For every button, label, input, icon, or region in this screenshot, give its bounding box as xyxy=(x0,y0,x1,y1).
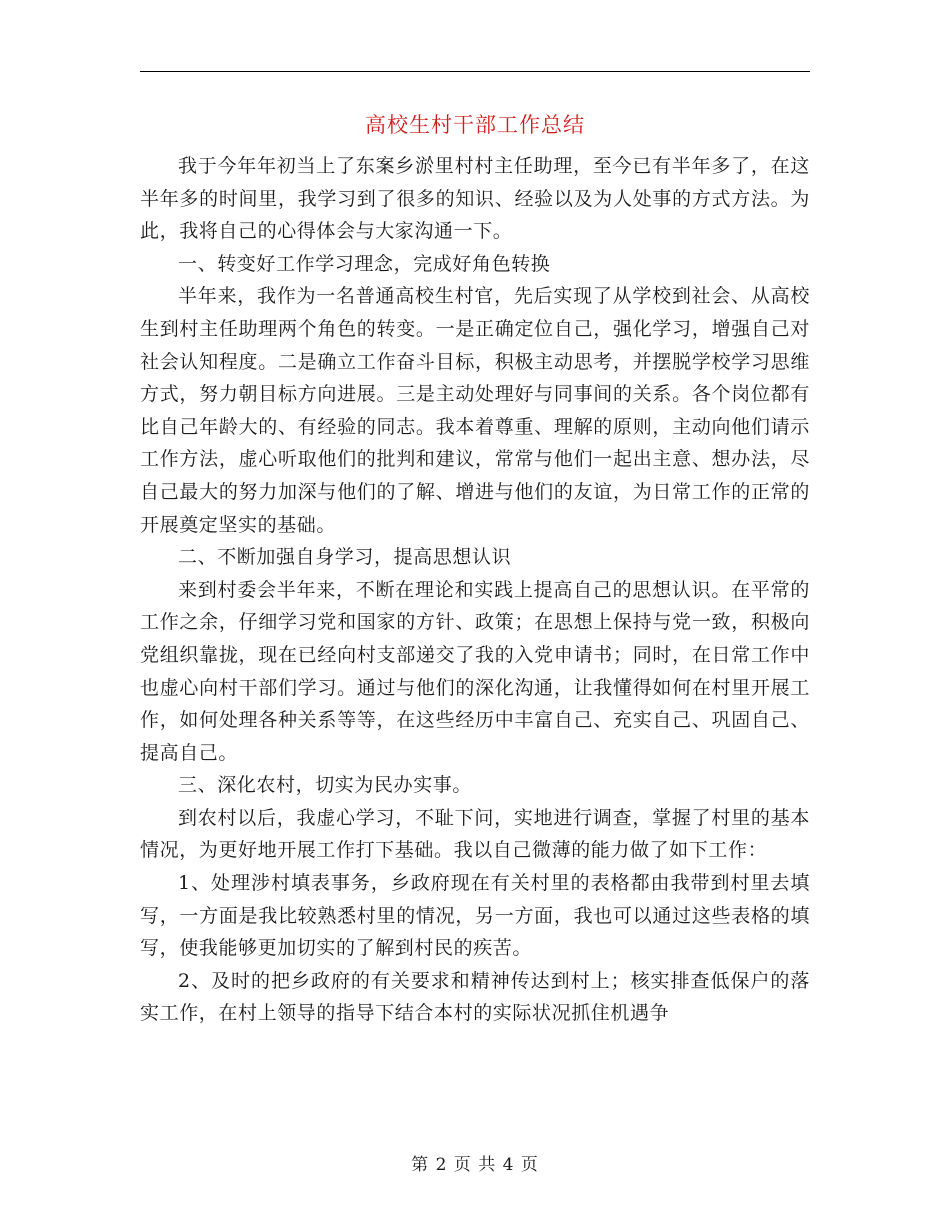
section-3-paragraph: 到农村以后，我虚心学习，不耻下问，实地进行调查，掌握了村里的基本情况，为更好地开展工作打下基础。我以自己微薄的能力做了如下工作： xyxy=(140,806,810,862)
intro-paragraph: 我于今年年初当上了东案乡淤里村村主任助理，至今已有半年多了，在这半年多的时间里，我学习到了很多的知识、经验以及为人处事的方式方法。为此，我将自己的心得体会与大家沟通一下。 xyxy=(140,155,810,243)
section-heading-3: 三、深化农村，切实为民办实事。 xyxy=(178,774,473,797)
document-title: 高校生村干部工作总结 xyxy=(365,113,585,137)
list-item-1: 1、处理涉村填表事务，乡政府现在有关村里的表格都由我带到村里去填写，一方面是我比较熟悉村里的情况，另一方面，我也可以通过这些表格的填写，使我能够更加切实的了解到村民的疾苦。 xyxy=(140,872,810,960)
page-footer: 第 2 页 共 4 页 xyxy=(411,1155,539,1175)
section-heading-1: 一、转变好工作学习理念，完成好角色转换 xyxy=(178,252,551,275)
document-body xyxy=(140,150,810,1030)
section-1-paragraph: 半年来，我作为一名普通高校生村官，先后实现了从学校到社会、从高校生到村主任助理两个角色的转变。一是正确定位自己，强化学习，增强自己对社会认知程度。二是确立工作奋斗目标，积极主动思考，并摆脱学校学习思维方式，努力朝目标方向进展。三是主动处理好与同事间的关系。各个岗位都有比自己年龄大的、有经验的同志。我本着尊重、理解的原则，主动向他们请示工作方法，虚心听取他们的批判和建议，常常与他们一起出主意、想办法，尽自己最大的努力加深与他们的了解、增进与他们的友谊，为日常工作的正常的开展奠定坚实的基础。 xyxy=(140,285,810,536)
section-2-paragraph: 来到村委会半年来，不断在理论和实践上提高自己的思想认识。在平常的工作之余，仔细学习党和国家的方针、政策；在思想上保持与党一致，积极向党组织靠拢，现在已经向村支部递交了我的入党申请书；同时，在日常工作中也虚心向村干部们学习。通过与他们的深化沟通，让我懂得如何在村里开展工作，如何处理各种关系等等，在这些经历中丰富自己、充实自己、巩固自己、提高自己。 xyxy=(140,578,810,764)
header-rule xyxy=(140,71,810,72)
section-heading-2: 二、不断加强自身学习，提高思想认识 xyxy=(178,546,512,569)
list-item-2: 2、及时的把乡政府的有关要求和精神传达到村上；核实排查低保户的落实工作，在村上领导的指导下结合本村的实际状况抓住机遇争 xyxy=(140,969,810,1025)
